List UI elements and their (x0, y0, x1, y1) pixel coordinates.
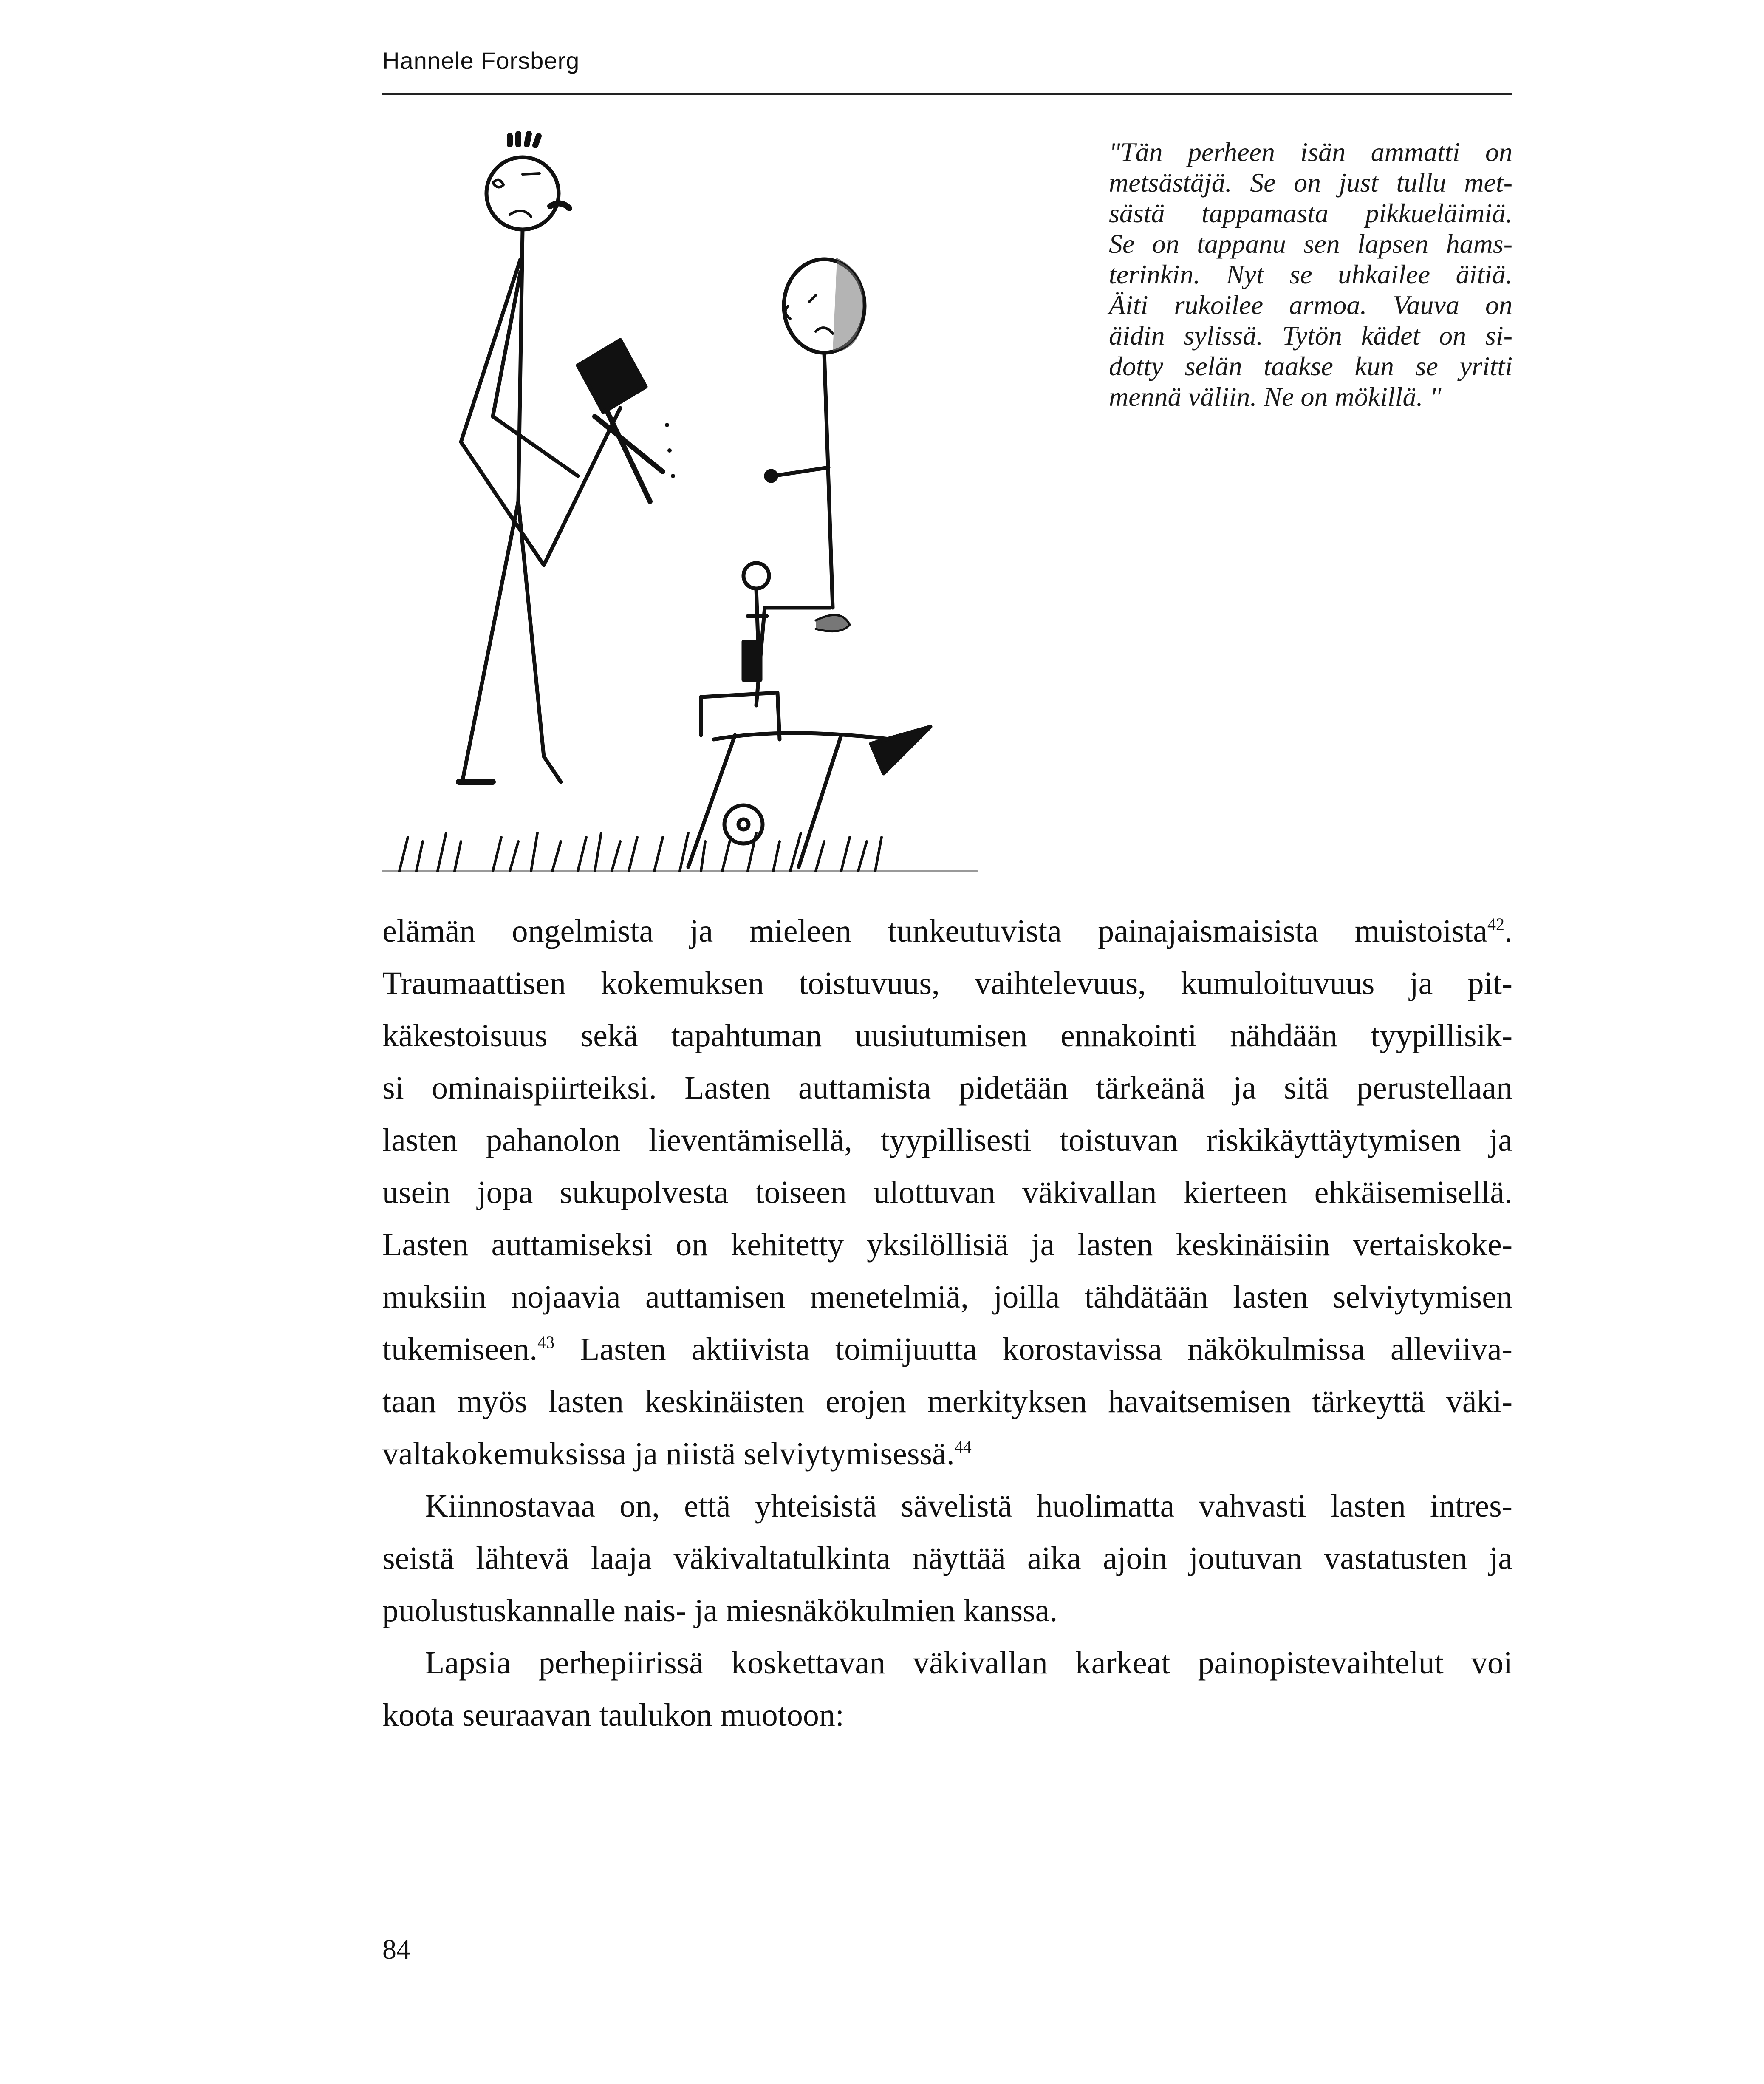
text-line: Lasten auttamiseksi on kehitetty yksilöllisiä ja lasten keskinäisiin vertaiskoke- (382, 1227, 1512, 1263)
footnote-ref-42: 42 (1487, 915, 1504, 934)
caption-line: metsästäjä. Se on just tullu met- (1109, 167, 1512, 198)
text-line: taan myös lasten keskinäisten erojen merkityksen havaitsemisen tärkeyttä väki- (382, 1384, 1512, 1419)
caption-line: dotty selän taakse kun se yritti (1109, 351, 1512, 381)
text-line: Lapsia perhepiirissä koskettavan väkivallan karkeat painopistevaihtelut voi (425, 1645, 1512, 1681)
paragraph-3 (382, 1637, 1512, 1741)
header-rule (382, 93, 1512, 95)
grass (382, 833, 977, 871)
caption-line: mennä väliin. Ne on mökillä. " (1109, 382, 1442, 412)
caption-line: Äiti rukoilee armoa. Vauva on (1109, 290, 1512, 320)
text-line: lasten pahanolon lieventämisellä, tyypillisesti toistuvan riskikäyttäytymisen ja (382, 1122, 1512, 1158)
paragraph-1 (382, 905, 1512, 1480)
text-line: puolustuskannalle nais- ja miesnäkökulmien kanssa. (382, 1593, 1058, 1628)
footnote-ref-44: 44 (954, 1437, 972, 1456)
caption-line: "Tän perheen isän ammatti on (1109, 137, 1512, 167)
text-run: valtakokemuksissa ja niistä selviytymisessä. (382, 1436, 955, 1472)
text-line: koota seuraavan taulukon muotoon: (382, 1697, 844, 1733)
text-line: muksiin nojaavia auttamisen menetelmiä, joilla tähdätään lasten selviytymisen (382, 1279, 1512, 1315)
text-line: käkestoisuus sekä tapahtuman uusiutumisen ennakointi nähdään tyypillisik- (382, 1018, 1512, 1053)
text-run: Lasten aktiivista toimijuutta korostavissa näkökulmissa alleviiva- (554, 1331, 1512, 1367)
father-figure (459, 134, 675, 782)
chopping-block (688, 693, 930, 867)
running-head-author: Hannele Forsberg (382, 47, 580, 74)
caption-line: Se on tappanu sen lapsen hams- (1109, 229, 1512, 259)
drawing-caption-quote (1109, 137, 1512, 412)
page-number: 84 (382, 1934, 410, 1965)
text-line (382, 905, 1512, 957)
caption-line: terinkin. Nyt se uhkailee äitiä. (1109, 259, 1512, 289)
paragraph-2 (382, 1480, 1512, 1637)
text-run: elämän ongelmista ja mieleen tunkeutuvista painajaismaisista muistoista (382, 913, 1487, 949)
text-line: usein jopa sukupolvesta toiseen ulottuvan väkivallan kierteen ehkäisemisellä. (382, 1175, 1512, 1210)
text-line (382, 1323, 1512, 1376)
text-run: . (1504, 913, 1512, 949)
text-line: Traumaattisen kokemuksen toistuvuus, vaihtelevuus, kumuloituvuus ja pit- (382, 966, 1512, 1001)
footnote-ref-43: 43 (537, 1333, 555, 1352)
text-line: seistä lähtevä laaja väkivaltatulkinta näyttää aika ajoin joutuvan vastatusten ja (382, 1540, 1512, 1576)
caption-line: sästä tappamasta pikkueläimiä. (1109, 198, 1512, 228)
caption-line: äidin sylissä. Tytön kädet on si- (1109, 320, 1512, 351)
body-text (382, 905, 1512, 1741)
text-run: tukemiseen. (382, 1331, 538, 1367)
child-drawing-illustration (382, 119, 1071, 875)
text-line: Kiinnostavaa on, että yhteisistä sävelistä huolimatta vahvasti lasten intres- (425, 1488, 1512, 1524)
mother-figure (756, 259, 865, 705)
text-line (382, 1428, 1512, 1480)
text-line: si ominaispiirteiksi. Lasten auttamista pidetään tärkeänä ja sitä perustellaan (382, 1070, 1512, 1106)
